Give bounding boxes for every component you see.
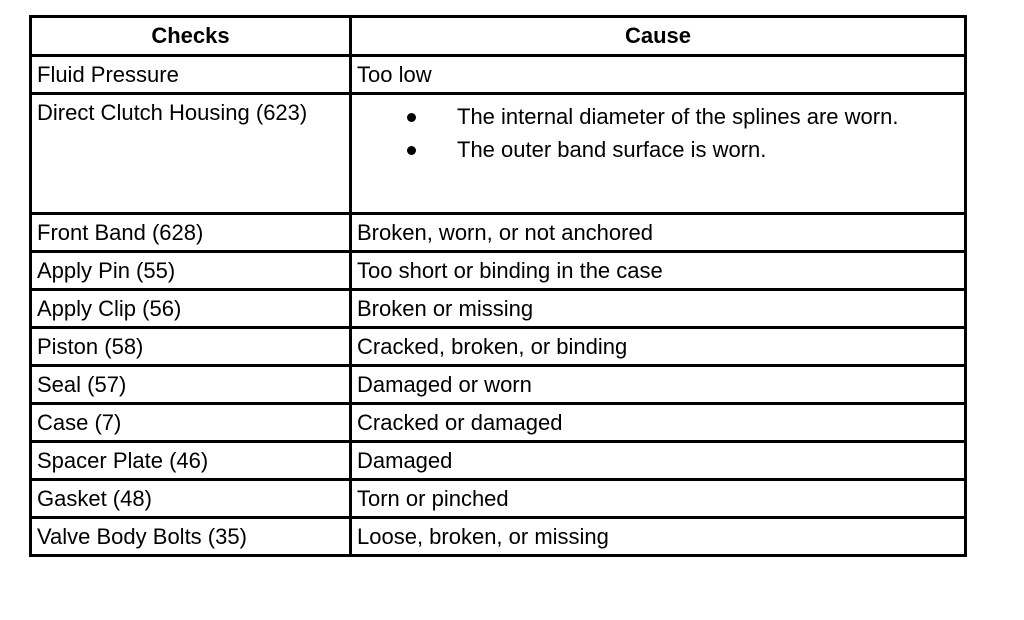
header-checks: Checks (31, 17, 351, 56)
cause-cell: Broken, worn, or not anchored (351, 214, 966, 252)
header-cause: Cause (351, 17, 966, 56)
cause-bullet-list (357, 105, 959, 171)
check-cell: Seal (57) (31, 366, 351, 404)
checks-cause-table (29, 15, 967, 557)
table-row (31, 404, 966, 442)
cause-bullet-text: The internal diameter of the splines are worn. (457, 104, 899, 129)
cause-cell: Too low (351, 56, 966, 94)
cause-cell: Damaged (351, 442, 966, 480)
table-row (31, 56, 966, 94)
header-row (31, 17, 966, 56)
table-row (31, 480, 966, 518)
check-cell: Case (7) (31, 404, 351, 442)
check-cell: Apply Pin (55) (31, 252, 351, 290)
cause-cell: Cracked, broken, or binding (351, 328, 966, 366)
check-cell: Fluid Pressure (31, 56, 351, 94)
table-row (31, 366, 966, 404)
table-row (31, 290, 966, 328)
check-cell: Valve Body Bolts (35) (31, 518, 351, 556)
check-cell: Direct Clutch Housing (623) (31, 94, 351, 214)
cause-cell: Cracked or damaged (351, 404, 966, 442)
cause-bullet-item (357, 138, 959, 171)
cause-cell: Damaged or worn (351, 366, 966, 404)
table-row (31, 328, 966, 366)
cause-bullet-item (357, 105, 959, 138)
check-cell: Gasket (48) (31, 480, 351, 518)
bullet-icon (407, 146, 416, 155)
check-cell: Apply Clip (56) (31, 290, 351, 328)
table-row (31, 252, 966, 290)
cause-cell: Too short or binding in the case (351, 252, 966, 290)
cause-cell: Broken or missing (351, 290, 966, 328)
check-cell: Piston (58) (31, 328, 351, 366)
bullet-icon (407, 113, 416, 122)
table-row (31, 518, 966, 556)
cause-cell (351, 94, 966, 214)
table-row (31, 94, 966, 214)
table-row (31, 442, 966, 480)
table-row (31, 214, 966, 252)
cause-cell: Torn or pinched (351, 480, 966, 518)
check-cell: Spacer Plate (46) (31, 442, 351, 480)
cause-cell: Loose, broken, or missing (351, 518, 966, 556)
check-cell: Front Band (628) (31, 214, 351, 252)
cause-bullet-text: The outer band surface is worn. (457, 137, 767, 162)
